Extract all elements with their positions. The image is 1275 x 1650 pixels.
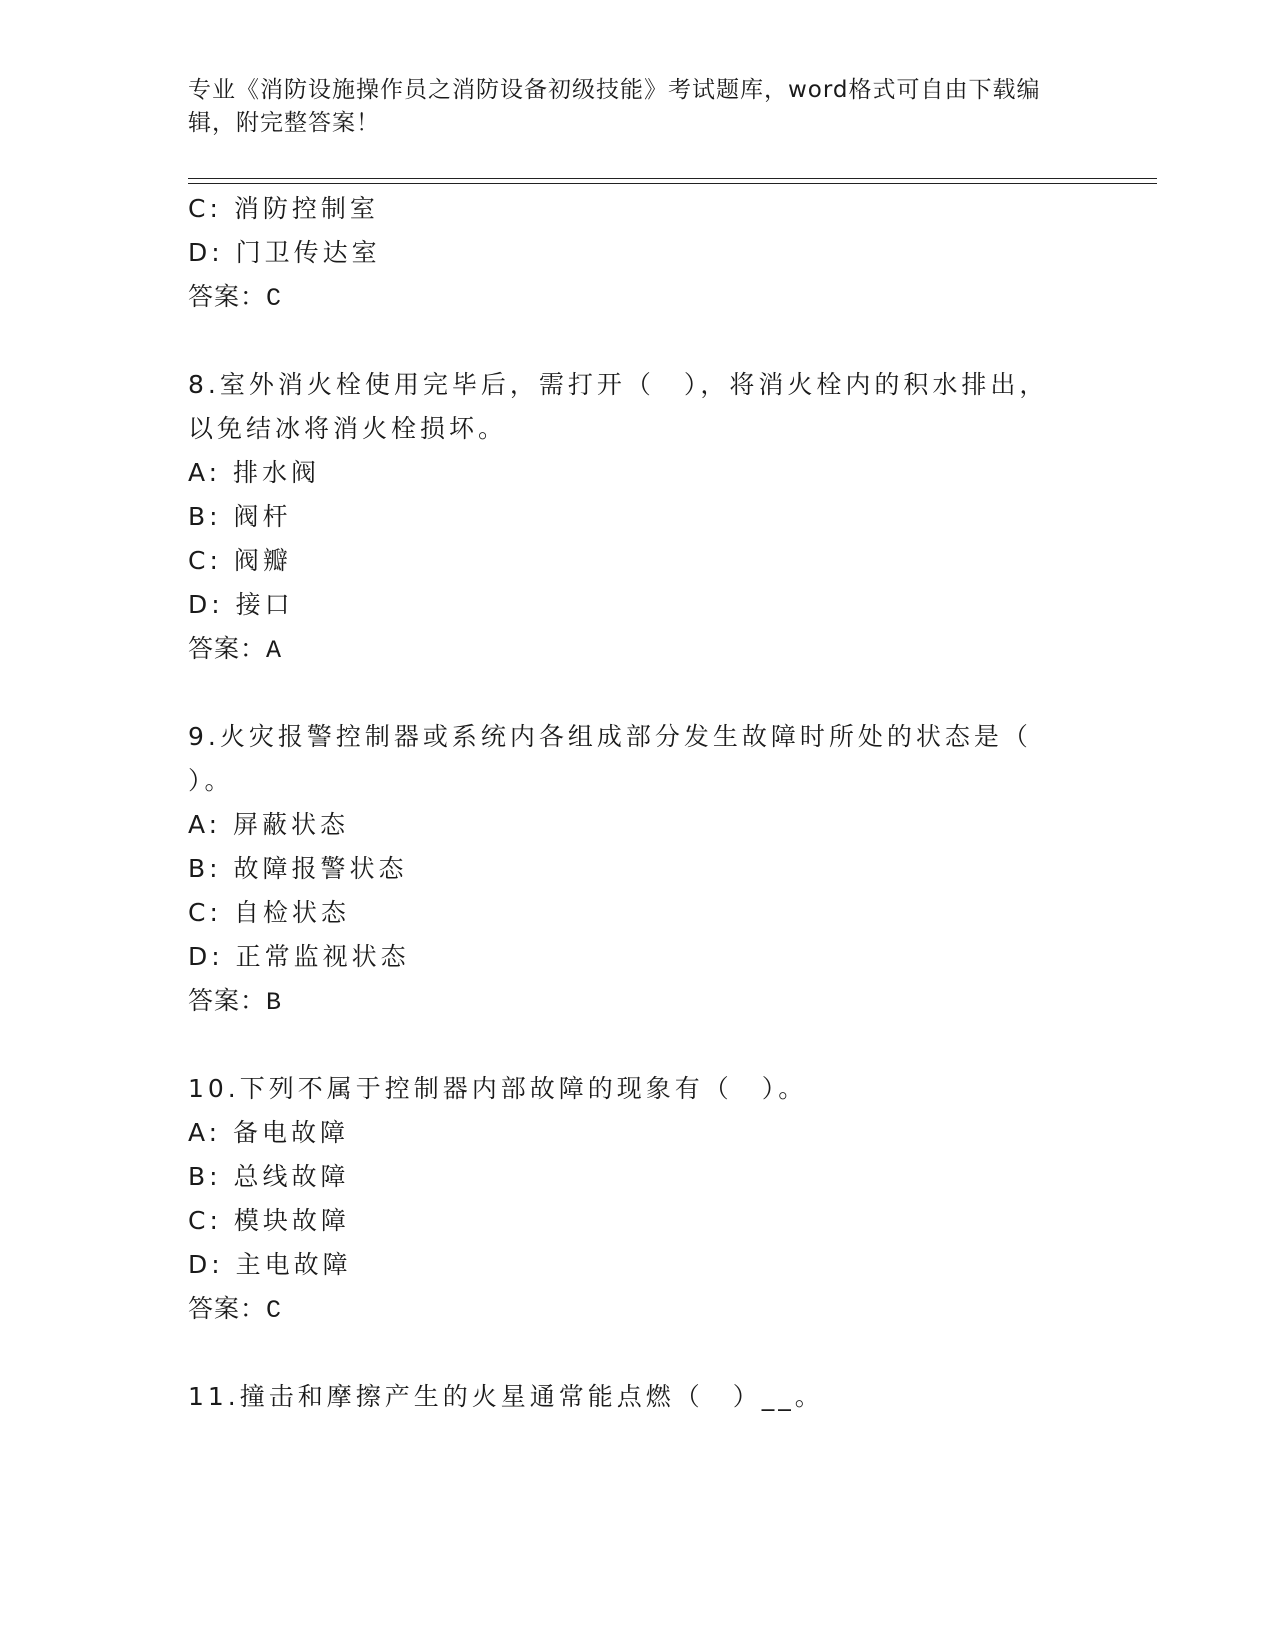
option-text: 接口 xyxy=(235,590,294,619)
answer-value: C xyxy=(266,284,283,313)
question-stem-line-1: 9.火灾报警控制器或系统内各组成部分发生故障时所处的状态是（ xyxy=(188,722,1032,751)
option-letter: B: xyxy=(188,854,222,883)
option-d xyxy=(188,940,410,974)
answer-label: 答案： xyxy=(188,634,267,663)
question-stem-line-2: 以免结冰将消火栓损坏。 xyxy=(188,414,508,443)
option-text: 总线故障 xyxy=(233,1162,350,1191)
answer-line xyxy=(188,280,282,316)
option-c xyxy=(188,1204,350,1238)
option-letter: D: xyxy=(188,238,224,267)
option-text: 模块故障 xyxy=(233,1206,350,1235)
option-b xyxy=(188,500,292,534)
option-letter: C: xyxy=(188,1206,222,1235)
option-letter: B: xyxy=(188,502,222,531)
option-a xyxy=(188,456,320,490)
option-letter: D: xyxy=(188,590,224,619)
title-line-2: 辑，附完整答案！ xyxy=(188,110,380,136)
option-c xyxy=(188,544,292,578)
answer-line xyxy=(188,984,282,1020)
option-text: 排水阀 xyxy=(233,458,321,487)
option-letter: C: xyxy=(188,194,222,223)
question-stem-line-1: 11.撞击和摩擦产生的火星通常能点燃（ ）__。 xyxy=(188,1382,824,1411)
option-text: 屏蔽状态 xyxy=(233,810,350,839)
answer-label: 答案： xyxy=(188,986,267,1015)
question-stem-line-1: 10.下列不属于控制器内部故障的现象有（ ）。 xyxy=(188,1074,808,1103)
answer-value: B xyxy=(266,988,283,1017)
option-b xyxy=(188,852,408,886)
option-d xyxy=(188,588,294,622)
option-letter: D: xyxy=(188,942,224,971)
answer-line xyxy=(188,632,282,668)
option-c xyxy=(188,192,379,226)
option-letter: A: xyxy=(188,458,222,487)
option-text: 消防控制室 xyxy=(233,194,379,223)
header-divider-bottom xyxy=(188,183,1157,184)
answer-label: 答案： xyxy=(188,1294,267,1323)
option-letter: C: xyxy=(188,898,222,927)
option-text: 备电故障 xyxy=(233,1118,350,1147)
option-b xyxy=(188,1160,350,1194)
option-d xyxy=(188,236,381,270)
option-d xyxy=(188,1248,352,1282)
option-text: 门卫传达室 xyxy=(235,238,381,267)
option-text: 正常监视状态 xyxy=(235,942,410,971)
question-stem-line-1: 8.室外消火栓使用完毕后，需打开（ ），将消火栓内的积水排出， xyxy=(188,370,1049,399)
option-a xyxy=(188,1116,349,1150)
option-letter: A: xyxy=(188,1118,222,1147)
option-text: 主电故障 xyxy=(235,1250,352,1279)
option-text: 阀瓣 xyxy=(233,546,292,575)
option-letter: A: xyxy=(188,810,222,839)
answer-value: C xyxy=(266,1296,283,1325)
option-c xyxy=(188,896,350,930)
option-letter: B: xyxy=(188,1162,222,1191)
option-text: 自检状态 xyxy=(233,898,350,927)
header-divider-top xyxy=(188,178,1157,179)
option-text: 阀杆 xyxy=(233,502,292,531)
option-text: 故障报警状态 xyxy=(233,854,408,883)
title-line-1: 专业《消防设施操作员之消防设备初级技能》考试题库，word格式可自由下载编 xyxy=(188,77,1041,103)
answer-value: A xyxy=(266,636,283,665)
option-letter: C: xyxy=(188,546,222,575)
document-title xyxy=(188,74,1068,140)
answer-line xyxy=(188,1292,282,1328)
question-stem-line-2: ）。 xyxy=(188,766,234,795)
answer-label: 答案： xyxy=(188,282,267,311)
option-letter: D: xyxy=(188,1250,224,1279)
option-a xyxy=(188,808,349,842)
